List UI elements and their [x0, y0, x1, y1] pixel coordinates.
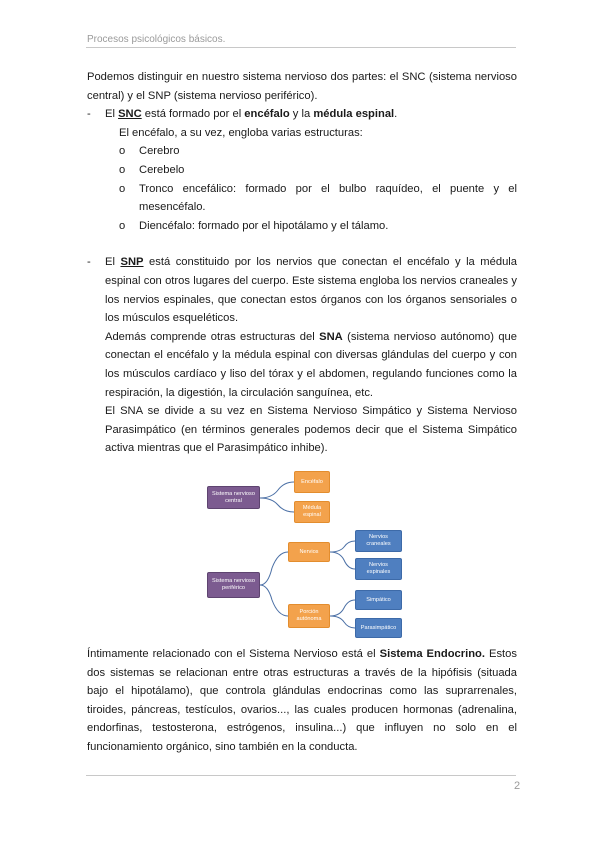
snc-mid2: y la — [289, 108, 314, 121]
endocrine-bold: Sistema Endocrino. — [379, 648, 485, 660]
header-divider — [86, 47, 516, 48]
snc-bold-medula: médula espinal — [313, 108, 395, 121]
connector-snc-encefalo — [260, 482, 294, 498]
node-snp: Sistema nervioso periférico — [207, 572, 260, 598]
encefalo-intro: El encéfalo, a su vez, engloba varias estructuras: — [119, 126, 363, 139]
list-item-text: Tronco encefálico: formado por el bulbo raquídeo, el puente y el mesencéfalo. — [139, 182, 517, 214]
sna-abbr: SNA — [319, 330, 343, 343]
bullet-marker: o — [119, 163, 126, 176]
running-header: Procesos psicológicos básicos. — [87, 34, 226, 45]
sna-text: (sistema nervioso autónomo) que conectan el encéfalo y la médula espinal con diversas glándulas del cuerpo y con los músculos cardíaco y liso del tórax y el abdomen, regulando funciones como la respiración, la digestión, la circulación sanguínea, etc. — [105, 330, 517, 399]
snp-text: está constituido por los nervios que conectan el encéfalo y la médula espinal con otros lugares del cuerpo. Este sistema engloba los nervios craneales y los nervios espinales, que conectan estos órganos con los órganos sensoriales o los músculos esqueléticos. — [105, 256, 517, 325]
dash-marker: - — [87, 256, 91, 269]
nervous-system-diagram — [200, 468, 410, 640]
node-encefalo: Encéfalo — [294, 471, 330, 493]
node-porcion-autonoma: Porción autónoma — [288, 604, 330, 628]
endocrine-text: Estos dos sistemas se relacionan entre otras estructuras a través de la hipófisis (situada bajo el hipotálamo), que controla glándulas endocrinas como las suprarrenales, tiroides, páncreas, testículos, ovarios..., las cuales producen hormonas (adrenalina, endorfinas, testosterona, estrógenos, insulina...) que influyen no solo en el funcionamiento orgánico, sino también en la conducta. — [87, 648, 517, 753]
list-item — [119, 161, 517, 180]
bullet-marker: o — [119, 182, 126, 195]
intro-paragraph: Podemos distinguir en nuestro sistema nervioso dos partes: el SNC (sistema nervioso central) y el SNP (sistema nervioso periférico). — [87, 71, 517, 102]
snc-mid1: está formado por el — [141, 108, 245, 121]
snp-item — [87, 253, 517, 327]
encefalo-structure-list — [87, 142, 517, 235]
node-parasimpatico: Parasimpático — [355, 618, 402, 638]
node-medula: Médula espinal — [294, 501, 330, 523]
snc-abbr: SNC — [118, 108, 142, 121]
sna-division-paragraph: El SNA se divide a su vez en Sistema Nervioso Simpático y Sistema Nervioso Parasimpático (en términos generales podemos decir que el Sistema Simpático activa mientras que el Parasimpático inhibe). — [105, 405, 517, 455]
list-item-text: Diencéfalo: formado por el hipotálamo y el tálamo. — [139, 219, 389, 232]
node-snc: Sistema nervioso central — [207, 486, 260, 509]
bullet-marker: o — [119, 145, 126, 158]
snc-bold-encefalo: encéfalo — [244, 108, 290, 121]
connector-autonoma-parasimpatico — [330, 616, 355, 628]
node-nervios: Nervios — [288, 542, 330, 562]
snp-pre: El — [105, 256, 121, 269]
list-item — [119, 142, 517, 161]
closing-section — [87, 645, 517, 757]
connector-snc-medula — [260, 498, 294, 512]
node-nervios-craneales: Nervios craneales — [355, 530, 402, 552]
list-item — [119, 217, 517, 236]
snc-pre: El — [105, 108, 119, 121]
endocrine-paragraph — [87, 645, 517, 757]
connector-nervios-espinales — [330, 552, 355, 569]
connector-nervios-craneales — [330, 541, 355, 552]
node-nervios-espinales: Nervios espinales — [355, 558, 402, 580]
sna-pre: Además comprende otras estructuras del — [105, 330, 320, 343]
snc-end: . — [394, 108, 398, 121]
list-item-text: Cerebro — [139, 145, 180, 158]
node-simpatico: Simpático — [355, 590, 402, 610]
bullet-marker: o — [119, 219, 126, 232]
page-body — [87, 68, 517, 458]
connector-snp-autonoma — [260, 585, 288, 616]
dash-marker: - — [87, 108, 91, 121]
list-item — [119, 180, 517, 217]
sna-paragraph — [87, 328, 517, 402]
page-number: 2 — [514, 780, 521, 792]
footer-divider — [86, 775, 516, 776]
snp-abbr: SNP — [120, 256, 144, 269]
endocrine-pre: Íntimamente relacionado con el Sistema Nervioso está el — [87, 648, 380, 660]
connector-snp-nervios — [260, 552, 288, 585]
snc-item — [87, 105, 517, 124]
connector-autonoma-simpatico — [330, 600, 355, 616]
list-item-text: Cerebelo — [139, 163, 185, 176]
